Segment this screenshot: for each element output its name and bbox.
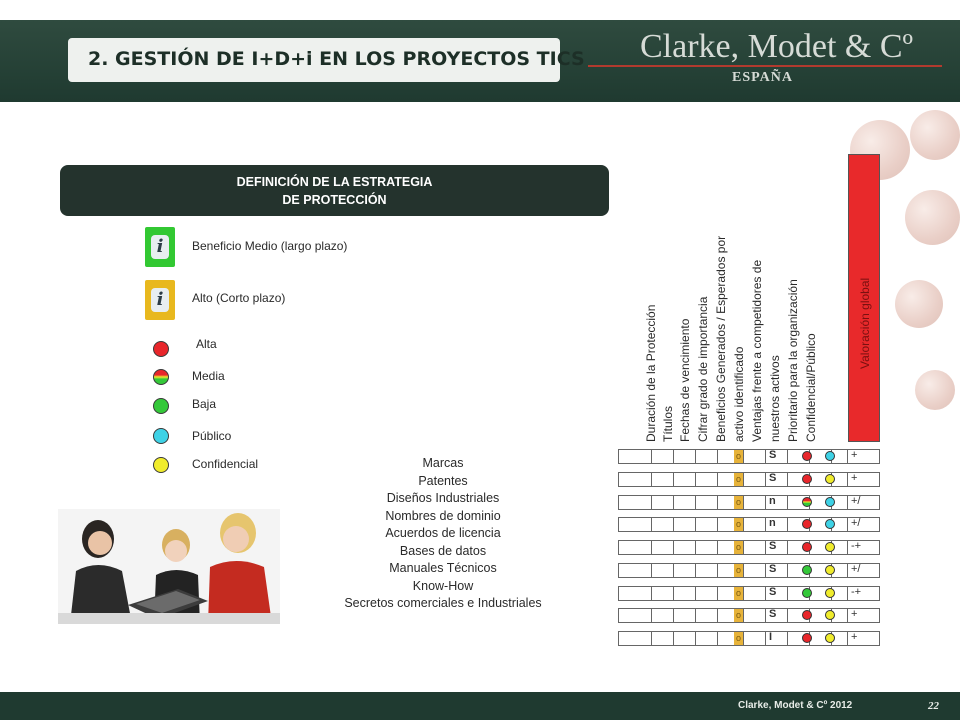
grid-priority-dot	[802, 588, 812, 598]
grid-o-marker: o	[735, 519, 741, 529]
grid-divider	[673, 496, 674, 509]
grid-row	[618, 449, 880, 464]
grid-confidentiality-dot	[825, 474, 835, 484]
grid-divider	[717, 541, 718, 554]
grid-letter: S	[769, 449, 777, 461]
grid-divider	[695, 564, 696, 577]
grid-divider	[651, 473, 652, 486]
column-label: nuestros activos	[768, 355, 782, 442]
grid-divider	[651, 541, 652, 554]
grid-o-marker: o	[735, 542, 741, 552]
grid-divider	[673, 564, 674, 577]
legend-confidencial: Confidencial	[192, 457, 259, 471]
grid-row	[618, 608, 880, 623]
asset-item: Marcas	[422, 456, 464, 470]
legend-baja: Baja	[192, 397, 217, 411]
column-label: Confidencial/Público	[804, 333, 818, 442]
grid-divider	[673, 632, 674, 645]
grid-divider	[673, 587, 674, 600]
grid-divider	[765, 587, 766, 600]
grid-divider	[743, 564, 744, 577]
grid-letter: S	[769, 472, 777, 484]
grid-divider	[787, 609, 788, 622]
grid-divider	[847, 609, 848, 622]
grid-divider	[717, 609, 718, 622]
column-label: Ventajas frente a competidores de	[750, 259, 764, 442]
column-labels	[640, 180, 845, 442]
dot-baja	[153, 398, 169, 414]
grid-divider	[717, 564, 718, 577]
grid-o-marker: o	[735, 474, 741, 484]
strategy-line-2: DE PROTECCIÓN	[282, 193, 387, 207]
grid-divider	[651, 496, 652, 509]
grid-o-marker: o	[735, 633, 741, 643]
grid-row	[618, 472, 880, 487]
grid-divider	[743, 609, 744, 622]
legend-alto: Alto (Corto plazo)	[192, 291, 286, 305]
header-banner	[0, 20, 960, 102]
asset-item: Acuerdos de licencia	[385, 526, 501, 540]
grid-confidentiality-dot	[825, 519, 835, 529]
molecule-sphere	[895, 280, 943, 328]
grid-divider	[743, 587, 744, 600]
grid-divider	[695, 473, 696, 486]
column-label: Beneficios Generados / Esperados por	[714, 235, 728, 442]
grid-row	[618, 517, 880, 532]
grid-priority-dot	[802, 610, 812, 620]
grid-valuation-sign: -+	[851, 586, 862, 598]
grid-divider	[673, 450, 674, 463]
grid-divider	[847, 518, 848, 531]
grid-priority-dot	[802, 565, 812, 575]
grid-divider	[695, 587, 696, 600]
grid-letter: n	[769, 495, 776, 507]
grid-divider	[765, 518, 766, 531]
grid-row	[618, 586, 880, 601]
grid-divider	[765, 541, 766, 554]
asset-item: Nombres de dominio	[385, 508, 501, 523]
grid-valuation-sign: +/	[851, 563, 861, 575]
grid-divider	[717, 632, 718, 645]
column-label: Duración de la Protección	[644, 304, 658, 442]
grid-divider	[787, 473, 788, 486]
grid-divider	[695, 541, 696, 554]
dot-media	[153, 369, 169, 385]
molecule-sphere	[910, 110, 960, 160]
grid-priority-dot	[802, 474, 812, 484]
grid-divider	[717, 473, 718, 486]
grid-divider	[651, 450, 652, 463]
grid-priority-dot	[802, 519, 812, 529]
asset-list	[300, 455, 586, 613]
legend-alta: Alta	[196, 337, 217, 351]
grid-valuation-sign: +	[851, 472, 858, 484]
strategy-header	[60, 165, 609, 216]
grid-divider	[765, 632, 766, 645]
grid-letter: I	[769, 631, 773, 643]
grid-letter: S	[769, 608, 777, 620]
grid-divider	[695, 496, 696, 509]
grid-o-marker: o	[735, 451, 741, 461]
grid-divider	[743, 541, 744, 554]
grid-divider	[847, 450, 848, 463]
grid-confidentiality-dot	[825, 565, 835, 575]
grid-divider	[695, 632, 696, 645]
dot-publico	[153, 428, 169, 444]
grid-o-marker: o	[735, 565, 741, 575]
grid-divider	[847, 541, 848, 554]
molecule-sphere	[905, 190, 960, 245]
grid-divider	[787, 587, 788, 600]
grid-divider	[717, 496, 718, 509]
brand-logo: Clarke, Modet & Cº	[640, 28, 914, 65]
grid-valuation-sign: +	[851, 631, 858, 643]
grid-confidentiality-dot	[825, 497, 835, 507]
grid-confidentiality-dot	[825, 588, 835, 598]
grid-divider	[673, 518, 674, 531]
grid-valuation-sign: +	[851, 608, 858, 620]
grid-row	[618, 563, 880, 578]
grid-divider	[651, 609, 652, 622]
grid-o-marker: o	[735, 588, 741, 598]
grid-divider	[787, 518, 788, 531]
grid-priority-dot	[802, 451, 812, 461]
grid-divider	[651, 518, 652, 531]
grid-priority-dot	[802, 497, 812, 507]
grid-divider	[651, 632, 652, 645]
grid-letter: n	[769, 517, 776, 529]
grid-letter: S	[769, 540, 777, 552]
grid-o-marker: o	[735, 497, 741, 507]
grid-priority-dot	[802, 542, 812, 552]
grid-confidentiality-dot	[825, 451, 835, 461]
grid-letter: S	[769, 563, 777, 575]
grid-divider	[765, 450, 766, 463]
molecule-sphere	[915, 370, 955, 410]
legend-publico: Público	[192, 429, 232, 443]
grid-priority-dot	[802, 633, 812, 643]
grid-divider	[651, 587, 652, 600]
grid-confidentiality-dot	[825, 542, 835, 552]
brand-subtitle: ESPAÑA	[732, 70, 793, 85]
grid-valuation-sign: +/	[851, 495, 861, 507]
grid-divider	[743, 496, 744, 509]
top-strip	[0, 0, 960, 20]
column-label: Títulos	[661, 405, 675, 442]
grid-divider	[743, 518, 744, 531]
page-title: 2. GESTIÓN DE I+D+i EN LOS PROYECTOS TICS	[88, 48, 585, 70]
grid-divider	[717, 518, 718, 531]
dot-confidencial	[153, 457, 169, 473]
grid-divider	[847, 564, 848, 577]
grid-row	[618, 495, 880, 510]
valoracion-global-column	[848, 154, 880, 442]
strategy-line-1: DEFINICIÓN DE LA ESTRATEGIA	[236, 175, 433, 189]
asset-item: Secretos comerciales e Industriales	[344, 596, 542, 610]
grid-divider	[787, 541, 788, 554]
grid-divider	[673, 609, 674, 622]
grid-confidentiality-dot	[825, 610, 835, 620]
grid-divider	[673, 541, 674, 554]
grid-row	[618, 540, 880, 555]
grid-divider	[743, 473, 744, 486]
asset-item: Bases de datos	[399, 543, 487, 558]
asset-item: Manuales Técnicos	[389, 561, 497, 575]
asset-item: Know-How	[412, 578, 474, 593]
grid-divider	[717, 450, 718, 463]
grid-divider	[695, 518, 696, 531]
footer-bar	[0, 692, 960, 720]
grid-divider	[847, 473, 848, 486]
grid-divider	[847, 632, 848, 645]
grid-divider	[765, 473, 766, 486]
grid-row	[618, 631, 880, 646]
grid-divider	[765, 609, 766, 622]
info-icon-green: i	[145, 227, 175, 267]
grid-divider	[717, 587, 718, 600]
column-label: Prioritario para la organización	[786, 279, 800, 442]
grid-divider	[787, 632, 788, 645]
info-icon-yellow: i	[145, 280, 175, 320]
grid-divider	[787, 450, 788, 463]
grid-divider	[743, 632, 744, 645]
business-photo-illustration	[58, 509, 280, 624]
legend-media: Media	[192, 369, 225, 383]
grid-divider	[847, 496, 848, 509]
page-number: 22	[928, 700, 939, 712]
dot-alta	[153, 341, 169, 357]
grid-divider	[787, 496, 788, 509]
grid-confidentiality-dot	[825, 633, 835, 643]
grid-divider	[743, 450, 744, 463]
grid-divider	[673, 473, 674, 486]
grid-divider	[847, 587, 848, 600]
business-photo	[58, 509, 280, 624]
grid-divider	[765, 496, 766, 509]
grid-divider	[765, 564, 766, 577]
grid-divider	[695, 450, 696, 463]
valoracion-label: Valoración global	[858, 277, 872, 369]
column-label: Fechas de vencimiento	[678, 318, 692, 442]
asset-item: Diseños Industriales	[386, 491, 500, 505]
grid-divider	[651, 564, 652, 577]
grid-divider	[695, 609, 696, 622]
column-label: activo identificado	[732, 346, 746, 442]
grid-divider	[787, 564, 788, 577]
grid-valuation-sign: +/	[851, 517, 861, 529]
grid-valuation-sign: +	[851, 449, 858, 461]
column-label: Cifrar grado de importancia	[696, 296, 710, 442]
grid-letter: S	[769, 586, 777, 598]
footer-copyright: Clarke, Modet & Cº 2012	[738, 700, 853, 711]
asset-item: Patentes	[418, 473, 468, 488]
legend-beneficio-medio: Beneficio Medio (largo plazo)	[192, 239, 348, 253]
grid-o-marker: o	[735, 610, 741, 620]
title-box	[68, 38, 585, 82]
grid-valuation-sign: -+	[851, 540, 862, 552]
